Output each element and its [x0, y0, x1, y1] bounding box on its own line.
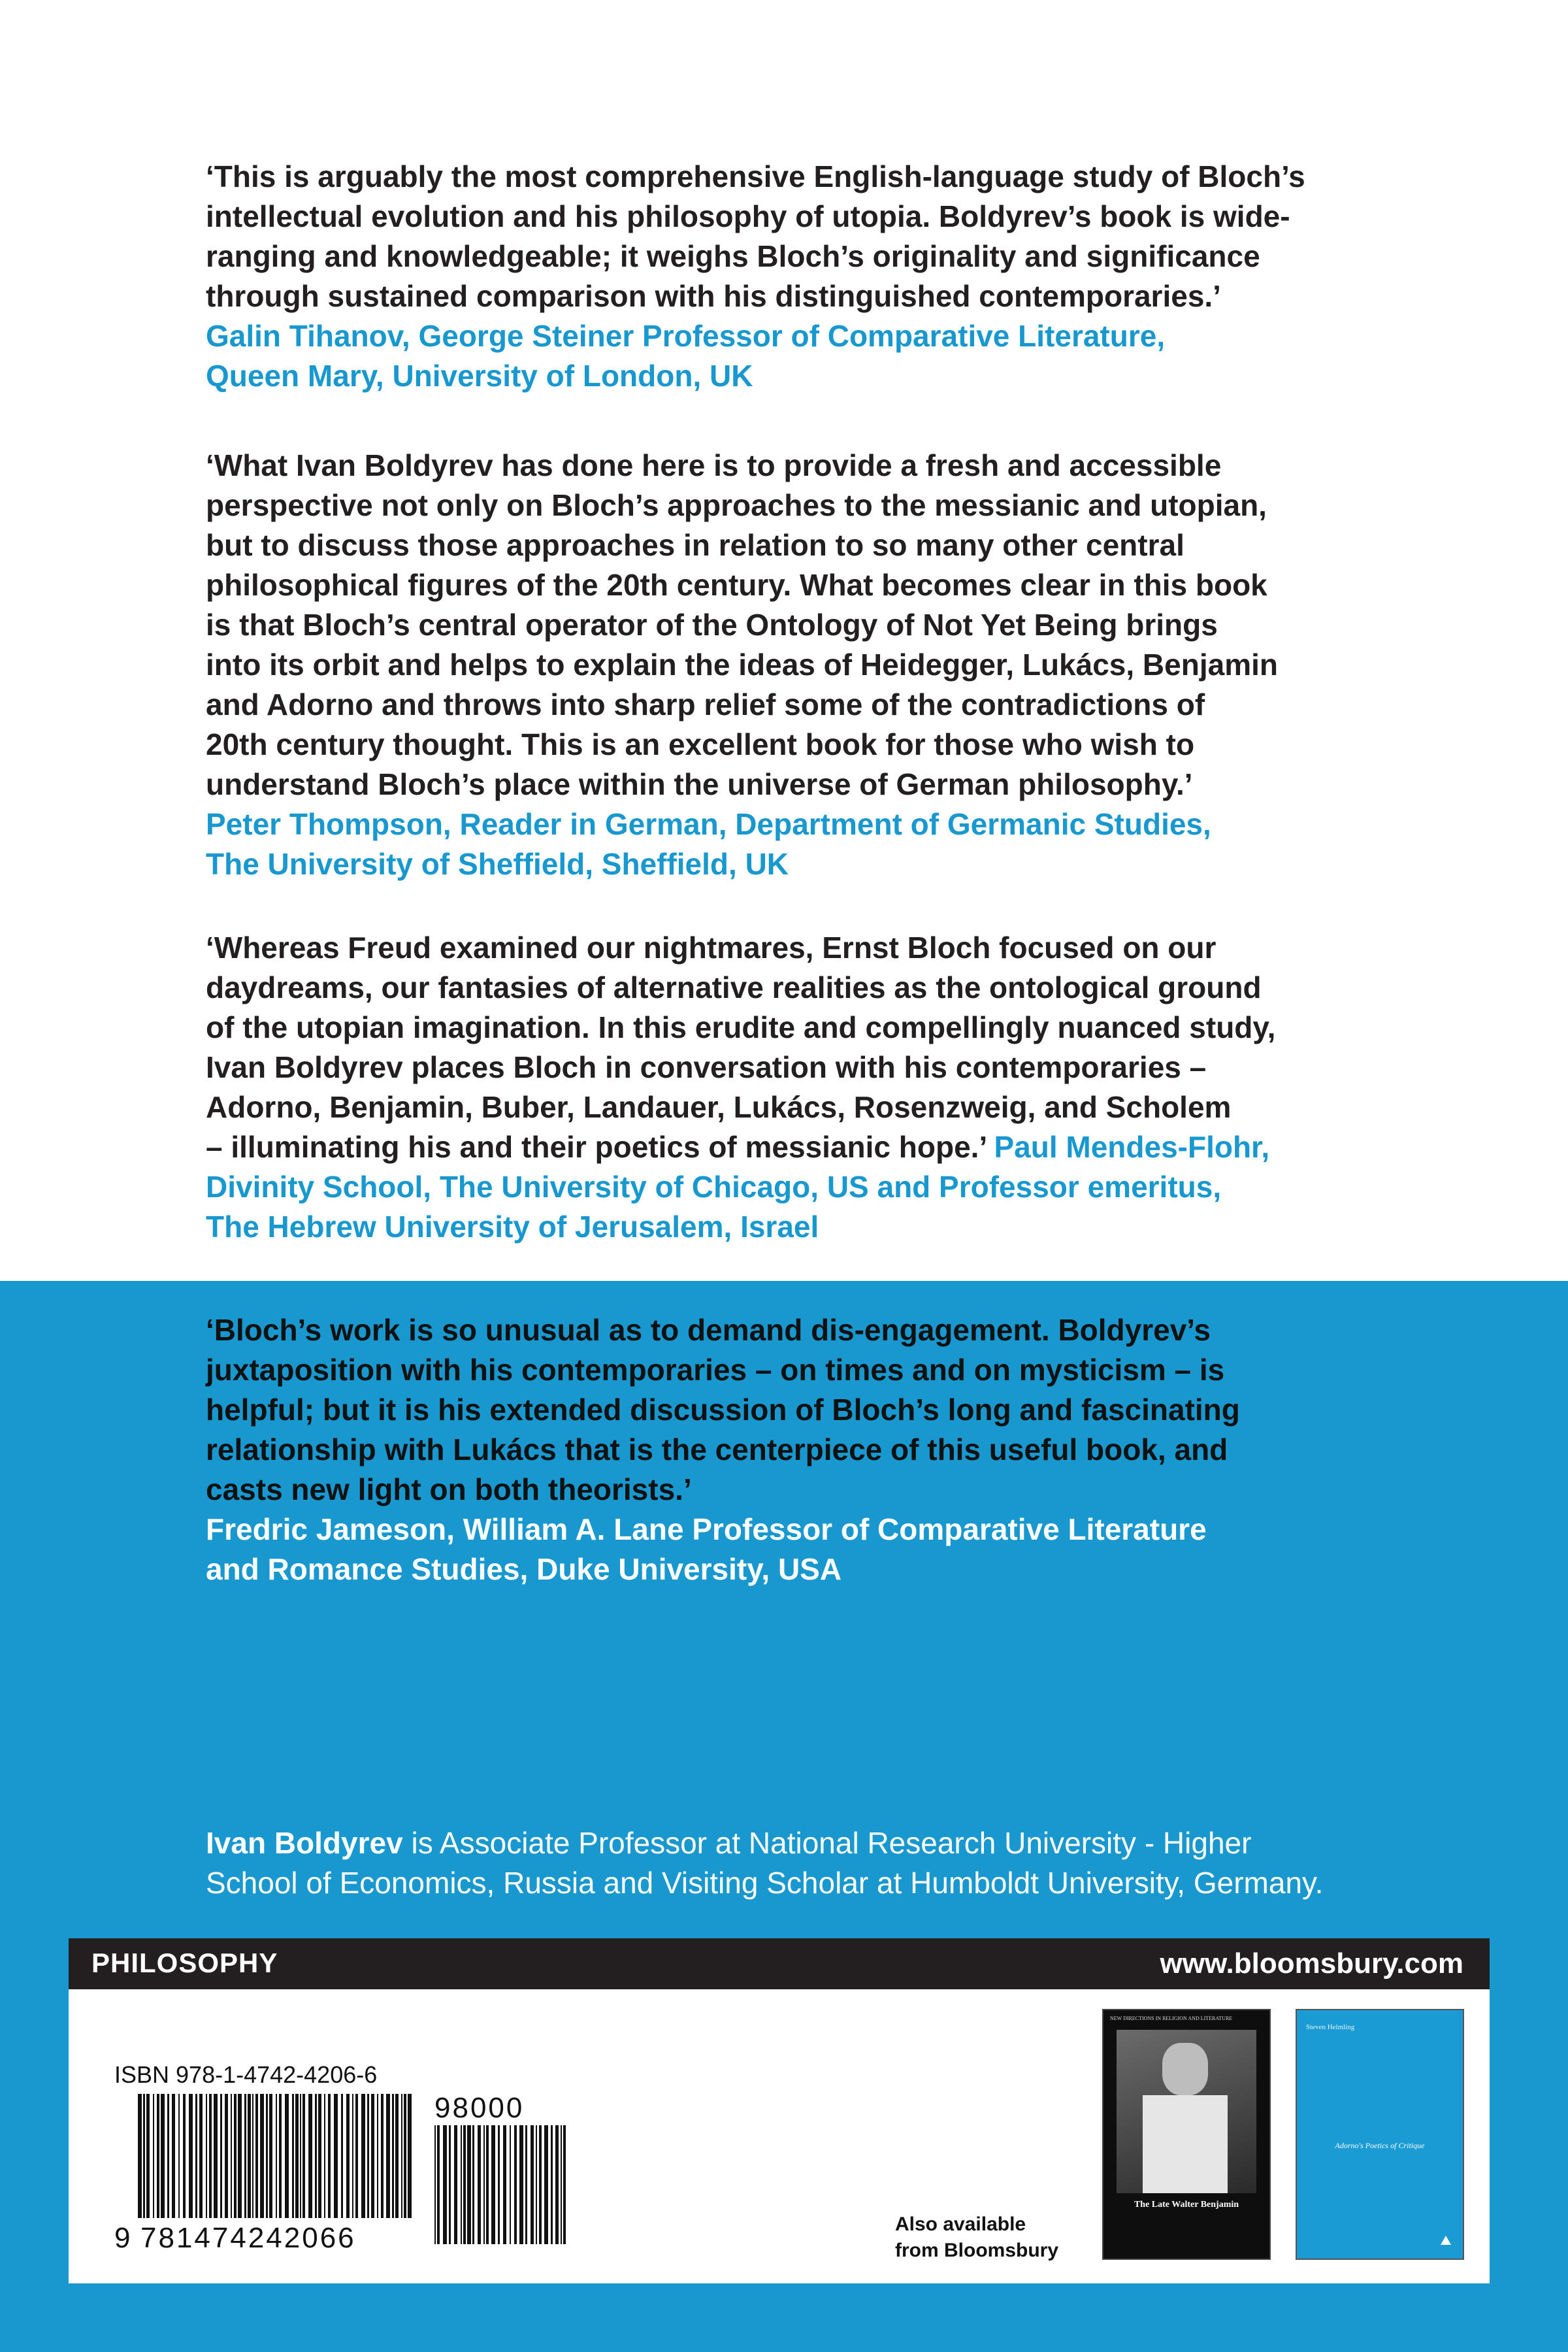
barcode-bar [531, 2125, 534, 2244]
barcode-bar [167, 2094, 169, 2218]
barcode-bar [161, 2094, 165, 2218]
quote-line: ‘Whereas Freud examined our nightmares, Ernst Bloch focused on our [206, 931, 1217, 965]
barcode-bar [244, 2094, 246, 2218]
barcode-bar [539, 2125, 542, 2244]
barcode-bar [408, 2094, 412, 2218]
quote-line: ‘This is arguably the most comprehensive English-language study of Bloch’s [206, 159, 1305, 193]
quote-line: ‘What Ivan Boldyrev has done here is to provide a fresh and accessible [206, 448, 1222, 482]
quote-line: is that Bloch’s central operator of the Ontology of Not Yet Being brings [206, 608, 1218, 642]
barcode-bars [138, 2094, 412, 2218]
barcode-bar [248, 2094, 251, 2218]
barcode-bar [183, 2094, 186, 2218]
barcode-bar [503, 2125, 506, 2244]
barcode-bar [544, 2125, 548, 2244]
author-name: Ivan Boldyrev [206, 1826, 403, 1860]
barcode-bar [302, 2094, 305, 2218]
barcode-main-digits: 781474242066 [140, 2222, 356, 2251]
barcode-bar [195, 2094, 197, 2218]
cover-title: Adorno's Poetics of Critique [1335, 2141, 1425, 2150]
barcode-bar [252, 2094, 253, 2218]
attribution-inline: Paul Mendes-Flohr, [994, 1130, 1270, 1164]
quote-tihanov [206, 157, 1395, 396]
barcode-bar [143, 2094, 145, 2218]
quote-line: helpful; but it is his extended discussion of Bloch’s long and fascinating [206, 1393, 1240, 1427]
barcode-bar [172, 2094, 175, 2218]
barcode-bar [206, 2094, 207, 2218]
category-band [69, 1938, 1490, 1989]
barcode-bar [392, 2094, 394, 2218]
barcode-bar [361, 2094, 365, 2218]
quote-line: relationship with Lukács that is the centerpiece of this useful book, and [206, 1433, 1228, 1466]
attribution-line: Galin Tihanov, George Steiner Professor of Comparative Literature, [206, 319, 1166, 353]
barcode-bar [328, 2094, 331, 2218]
barcode-bar [352, 2094, 353, 2218]
quote-line: of the utopian imagination. In this erudite and compellingly nuanced study, [206, 1010, 1276, 1044]
barcode-bar [434, 2125, 436, 2244]
attribution-line: Peter Thompson, Reader in German, Department of Germanic Studies, [206, 807, 1211, 841]
quote-line: Ivan Boldyrev places Bloch in conversation with his contemporaries – [206, 1050, 1207, 1084]
barcode-bar [555, 2125, 559, 2244]
quote-jameson [206, 1310, 1395, 1589]
barcode-bar [225, 2094, 228, 2218]
bio-line [206, 1823, 1434, 1863]
quote-line: perspective not only on Bloch’s approaches to the messianic and utopian, [206, 488, 1267, 522]
quote-line: philosophical figures of the 20th century. What becomes clear in this book [206, 568, 1267, 602]
barcode-bar [498, 2125, 500, 2244]
barcode-bar [346, 2094, 350, 2218]
portrait-head [1162, 2043, 1208, 2095]
quote-line: and Adorno and throws into sharp relief some of the contradictions of [206, 687, 1205, 721]
quote-line: casts new light on both theorists.’ [206, 1472, 692, 1506]
barcode-bar [178, 2094, 180, 2218]
barcode-bar [324, 2094, 325, 2218]
barcode-bar [463, 2125, 466, 2244]
barcode-bar [367, 2094, 369, 2218]
attribution-line: and Romance Studies, Duke University, USA [206, 1552, 842, 1586]
barcode-bar [437, 2125, 440, 2244]
barcode-bar [234, 2094, 237, 2218]
quote-line: but to discuss those approaches in relation to so many other central [206, 528, 1184, 562]
barcode-bar [386, 2094, 390, 2218]
barcode-bar [199, 2094, 203, 2218]
barcode-bar [285, 2094, 289, 2218]
attribution-line: Divinity School, The University of Chicago, US and Professor emeritus, [206, 1170, 1222, 1204]
barcode-bar [461, 2125, 462, 2244]
quote-line: Adorno, Benjamin, Buber, Landauer, Lukács, Rosenzweig, and Scholem [206, 1090, 1232, 1124]
barcode-bar [454, 2125, 457, 2244]
quote-line: intellectual evolution and his philosophy of utopia. Boldyrev’s book is wide- [206, 199, 1290, 233]
attribution-line: The Hebrew University of Jerusalem, Israel [206, 1210, 819, 1244]
cover-title: The Late Walter Benjamin [1134, 2200, 1239, 2210]
barcode-bar [341, 2094, 343, 2218]
barcode-bar [371, 2094, 374, 2218]
author-bio [206, 1823, 1434, 1903]
barcode-bar [266, 2094, 268, 2218]
book-cover-adornos-poetics [1296, 2009, 1464, 2260]
barcode-bar [395, 2094, 399, 2218]
publisher-website: www.bloomsbury.com [1160, 1947, 1463, 1979]
barcode-bar [220, 2094, 222, 2218]
barcode-bar [472, 2125, 474, 2244]
barcode-bar [214, 2094, 218, 2218]
barcode-bar [551, 2125, 553, 2244]
barcode [114, 2094, 572, 2251]
barcode-bar [308, 2094, 312, 2218]
quote-line: through sustained comparison with his distinguished contemporaries.’ [206, 279, 1221, 313]
barcode-bar [276, 2094, 277, 2218]
cover-photo [1117, 2030, 1256, 2193]
barcode-bar [315, 2094, 317, 2218]
barcode-bar [514, 2125, 517, 2244]
quote-line: into its orbit and helps to explain the ideas of Heidegger, Lukács, Benjamin [206, 648, 1278, 682]
barcode-bar [209, 2094, 212, 2218]
barcode-bar [519, 2125, 523, 2244]
barcode-lead-digit: 9 [114, 2222, 131, 2251]
barcode-panel [69, 1989, 1490, 2283]
barcode-bar [478, 2125, 481, 2244]
barcode-bar [300, 2094, 301, 2218]
barcode-bar [377, 2094, 378, 2218]
barcode-bar [279, 2094, 282, 2218]
barcode-bar [401, 2094, 402, 2218]
barcode-bar [536, 2125, 537, 2244]
cover-author: Steven Helmling [1306, 2023, 1355, 2031]
barcode-bar [467, 2125, 471, 2244]
barcode-bar [486, 2125, 489, 2244]
barcode-bar [295, 2094, 299, 2218]
portrait-shirt [1143, 2095, 1228, 2193]
also-line: from Bloomsbury [895, 2240, 1059, 2261]
bio-line: School of Economics, Russia and Visiting Scholar at Humboldt University, Germany. [206, 1866, 1324, 1900]
cover-series: NEW DIRECTIONS IN RELIGION AND LITERATURE [1110, 2015, 1233, 2021]
quote-line: 20th century thought. This is an excellent book for those who wish to [206, 727, 1195, 761]
barcode-bar [153, 2094, 154, 2218]
barcode-bar [563, 2125, 566, 2244]
quote-line: ‘Bloch’s work is so unusual as to demand dis-engagement. Boldyrev’s [206, 1313, 1211, 1347]
quote-line-mixed [206, 1127, 1395, 1167]
barcode-bar [449, 2125, 451, 2244]
quote-line: ranging and knowledgeable; it weighs Bloch’s originality and significance [206, 239, 1260, 273]
barcode-bar [157, 2094, 159, 2218]
isbn-label: ISBN 978-1-4742-4206-6 [114, 2061, 378, 2088]
book-cover-late-walter-benjamin [1102, 2009, 1271, 2260]
quote-line: juxtaposition with his contemporaries – on times and on mysticism – is [206, 1353, 1225, 1387]
bio-text: is Associate Professor at National Research University - Higher [402, 1826, 1252, 1860]
barcode-bar [255, 2094, 258, 2218]
attribution-line: The University of Sheffield, Sheffield, UK [206, 847, 789, 881]
barcode-bar [238, 2094, 242, 2218]
barcode-bar [491, 2125, 495, 2244]
barcode-bar [231, 2094, 232, 2218]
barcode-addon-digits: 98000 [434, 2094, 525, 2124]
barcode-bar [525, 2125, 527, 2244]
barcode-bar [292, 2094, 294, 2218]
quote-text: – illuminating his and their poetics of messianic hope.’ [206, 1130, 986, 1164]
also-available-note [895, 2211, 1058, 2264]
barcode-bar [561, 2125, 562, 2244]
attribution-line: Queen Mary, University of London, UK [206, 359, 753, 393]
barcode-bar [260, 2094, 264, 2218]
barcode-bar [146, 2094, 150, 2218]
quote-mendes-flohr [206, 928, 1395, 1247]
barcode-bar [510, 2125, 511, 2244]
barcode-bar [269, 2094, 272, 2218]
publisher-logo-icon [1441, 2236, 1451, 2245]
barcode-bar [334, 2094, 338, 2218]
barcode-bar [483, 2125, 485, 2244]
quote-thompson [206, 446, 1395, 884]
also-line: Also available [895, 2213, 1026, 2235]
attribution-line: Fredric Jameson, William A. Lane Professor of Comparative Literature [206, 1512, 1207, 1546]
barcode-bar [381, 2094, 384, 2218]
barcode-bar [318, 2094, 321, 2218]
barcode-bar [443, 2125, 447, 2244]
quote-line: daydreams, our fantasies of alternative realities as the ontological ground [206, 970, 1262, 1004]
barcode-bar [404, 2094, 406, 2218]
barcode-bar [138, 2094, 142, 2218]
barcode-bar [355, 2094, 358, 2218]
category-label: PHILOSOPHY [91, 1947, 278, 1978]
quote-line: understand Bloch’s place within the universe of German philosophy.’ [206, 767, 1193, 801]
barcode-bar [189, 2094, 193, 2218]
barcode-addon-bars [434, 2125, 566, 2244]
